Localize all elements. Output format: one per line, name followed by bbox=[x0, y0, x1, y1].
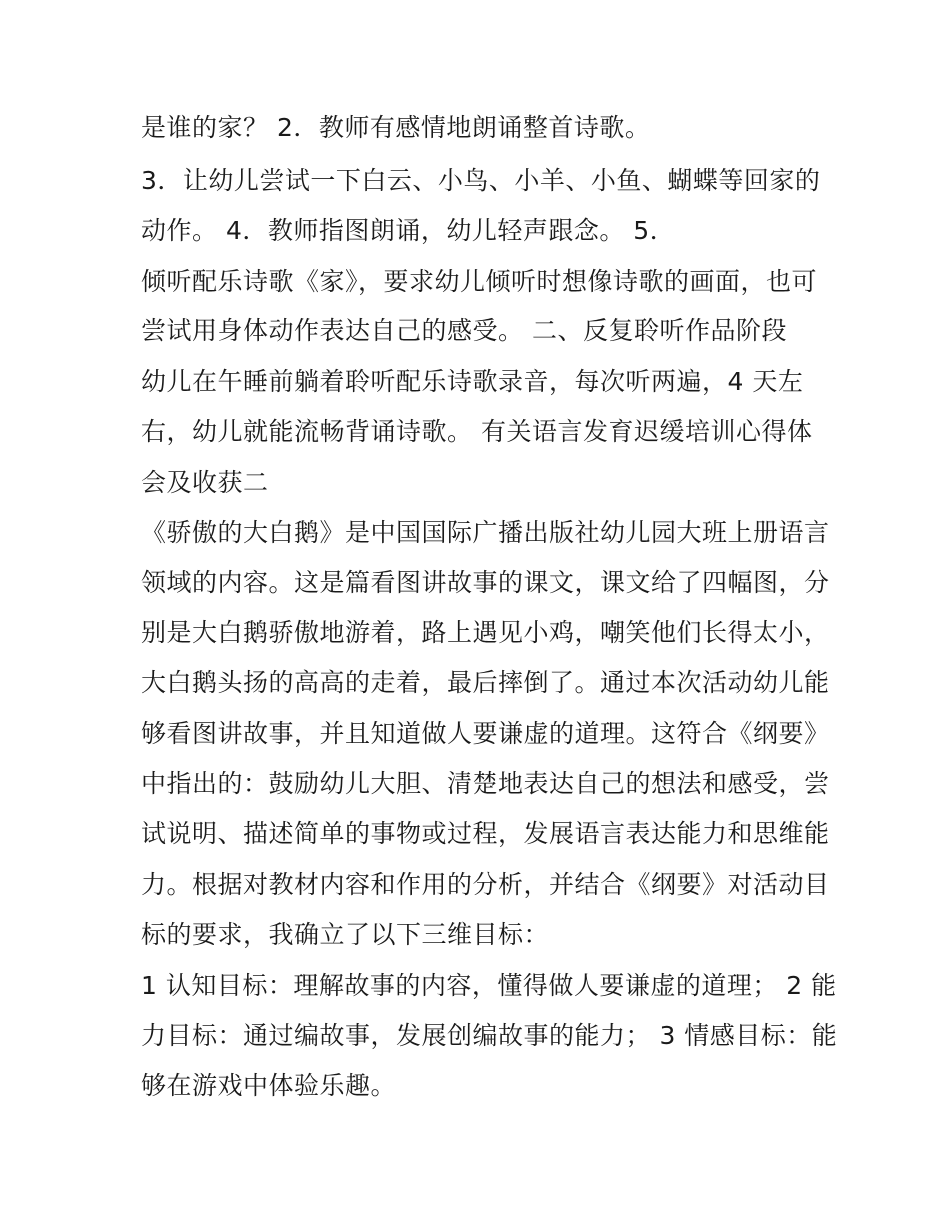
text-line: 力目标：通过编故事，发展创编故事的能力； 3 情感目标：能 bbox=[141, 1021, 838, 1050]
text-line: 尝试用身体动作表达自己的感受。 二、反复聆听作品阶段 bbox=[141, 316, 787, 345]
text-line: 幼儿在午睡前躺着聆听配乐诗歌录音，每次听两遍，4 天左 bbox=[141, 367, 804, 396]
text-line: 倾听配乐诗歌《家》，要求幼儿倾听时想像诗歌的画面，也可 bbox=[141, 267, 818, 296]
text-line: 动作。 4．教师指图朗诵，幼儿轻声跟念。 5． bbox=[141, 216, 676, 245]
text-line: 力。根据对教材内容和作用的分析，并结合《纲要》对活动目 bbox=[141, 870, 830, 899]
text-line: 标的要求，我确立了以下三维目标： bbox=[141, 920, 550, 949]
text-line: 会及收获二 bbox=[141, 468, 269, 497]
text-line: 够在游戏中体验乐趣。 bbox=[141, 1071, 397, 1100]
text-line: 够看图讲故事，并且知道做人要谦虚的道理。这符合《纲要》 bbox=[141, 719, 830, 748]
text-line: 3．让幼儿尝试一下白云、小鸟、小羊、小鱼、蝴蝶等回家的 bbox=[141, 166, 821, 195]
text-line: 中指出的：鼓励幼儿大胆、清楚地表达自己的想法和感受，尝 bbox=[141, 769, 830, 798]
text-line: 1 认知目标：理解故事的内容，懂得做人要谦虚的道理； 2 能 bbox=[141, 971, 837, 1000]
text-line: 右，幼儿就能流畅背诵诗歌。 有关语言发育迟缓培训心得体 bbox=[141, 417, 813, 446]
text-line: 是谁的家？ 2．教师有感情地朗诵整首诗歌。 bbox=[141, 113, 651, 142]
text-line: 《骄傲的大白鹅》是中国国际广播出版社幼儿园大班上册语言 bbox=[141, 518, 830, 547]
text-line: 大白鹅头扬的高高的走着，最后摔倒了。通过本次活动幼儿能 bbox=[141, 668, 830, 697]
text-line: 别是大白鹅骄傲地游着，路上遇见小鸡，嘲笑他们长得太小， bbox=[141, 618, 830, 647]
text-line: 领域的内容。这是篇看图讲故事的课文，课文给了四幅图，分 bbox=[141, 568, 830, 597]
text-line: 试说明、描述简单的事物或过程，发展语言表达能力和思维能 bbox=[141, 819, 830, 848]
